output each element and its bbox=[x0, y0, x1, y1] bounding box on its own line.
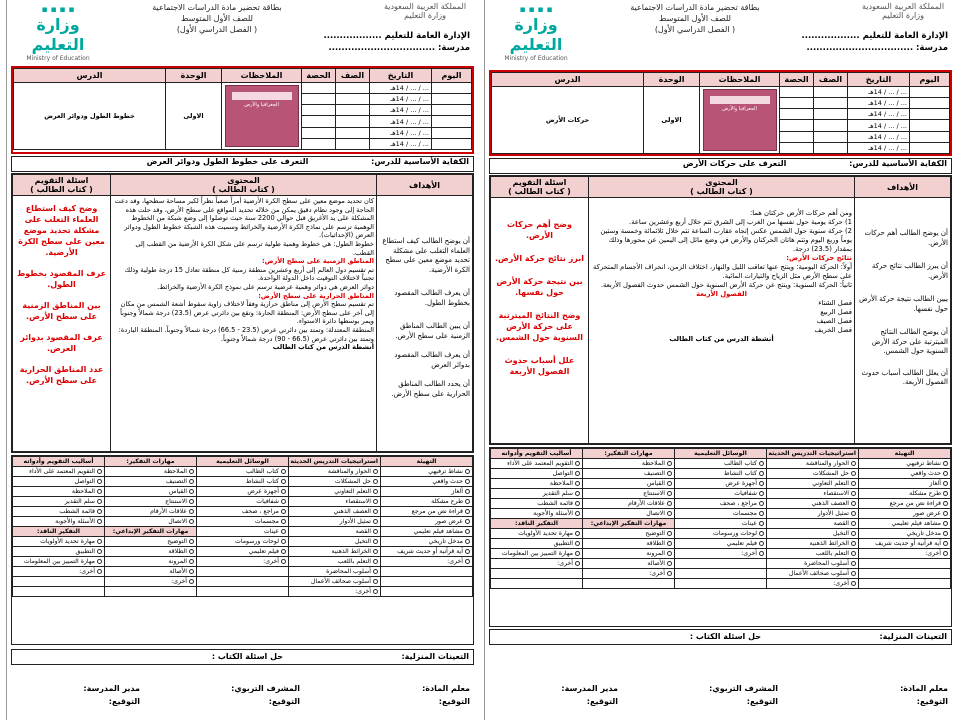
methods-grid bbox=[11, 455, 474, 645]
content-para: تم تقسيم دول العالم إلى أربع وعشرين منطقة زمنية كل منطقة تعادل 15 درجة طولية وذلك تجنباً لاختلاف التوقيت داخل الدولة الواحدة. bbox=[124, 265, 374, 283]
date-cell[interactable]: ... / ... / 14هـ bbox=[370, 105, 432, 116]
eval-question: بين نتيجة حركة الأرض حول نفسها. bbox=[496, 277, 583, 297]
checkbox-item[interactable]: التطبيق bbox=[13, 547, 105, 557]
checkbox-item[interactable]: أجهزة عرض bbox=[675, 479, 767, 489]
prep-sheet-left bbox=[6, 0, 478, 720]
checkbox-item[interactable]: التعلم باللعب bbox=[289, 557, 381, 567]
checkbox-item[interactable]: أخرى: bbox=[381, 557, 473, 567]
checkbox-item[interactable]: حل المشكلات bbox=[289, 477, 381, 487]
checkbox-item[interactable]: التعلم التعاوني bbox=[767, 479, 859, 489]
checkbox-item[interactable]: كتاب الطالب bbox=[197, 467, 289, 477]
checkbox-item[interactable]: عينات bbox=[197, 527, 289, 537]
homework-label: التعينات المنزلية: bbox=[879, 632, 947, 641]
competency-value: التعرف على خطوط الطول ودوائر العرض bbox=[146, 157, 309, 166]
col-lesson: الدرس bbox=[14, 69, 166, 83]
homework-solve: حل اسئلة الكتاب : bbox=[689, 632, 761, 641]
season-item: فصل الربيع bbox=[820, 308, 852, 316]
goal-item: يبين الطالب نتيجة حركة الأرض حول نفسها. bbox=[859, 295, 948, 313]
principal-label: مدير المدرسة: bbox=[83, 684, 140, 693]
col-notes: الملاحظات bbox=[700, 73, 780, 87]
checkbox-item[interactable]: الخرائط الذهنية bbox=[289, 547, 381, 557]
eval-question: وضح أهم حركات الأرض. bbox=[506, 220, 573, 240]
col-day: اليوم bbox=[432, 69, 472, 83]
kingdom-logo bbox=[858, 2, 948, 20]
supervisor-label: المشرف التربوي: bbox=[709, 684, 778, 693]
content-sub: ( كتاب الطالب ) bbox=[690, 187, 753, 196]
supervisor-label: المشرف التربوي: bbox=[231, 684, 300, 693]
goal-item: أن يوضح الطالب كيف استطاع العلماء التغلب على مشكلة تحديد موضع معين على سطح الكرة الأرضية. bbox=[382, 237, 470, 274]
grid-header: الوسائل التعليمية bbox=[197, 457, 289, 467]
content-para: أولاً: الحركة اليومية: وينتج عنها تعاقب الليل والنهار، اختلاف الزمن، انحراف الأجسام المتحركة على سطح الأرض مثل الرياح والتيارات المائية. bbox=[593, 263, 852, 280]
title-line-2: للصف الأول المتوسط bbox=[659, 14, 731, 23]
checkbox-item[interactable]: التصنيف bbox=[583, 469, 675, 479]
prep-sheet-right bbox=[484, 0, 956, 720]
teacher-label: معلم المادة: bbox=[422, 684, 470, 693]
checkbox-item[interactable]: أجهزة عرض bbox=[197, 487, 289, 497]
lesson-info-table bbox=[11, 66, 474, 154]
checkbox-item[interactable]: المرونة bbox=[583, 549, 675, 559]
col-date: التاريخ bbox=[370, 69, 432, 83]
homework-label: التعينات المنزلية: bbox=[401, 652, 469, 661]
checkbox-item[interactable]: كتاب النشاط bbox=[197, 477, 289, 487]
content-para: ثانياً: الحركة السنوية: وينتج عن حركة الأرض السنوية حول الشمس حدوث الفصول الأربعة. bbox=[600, 281, 852, 289]
col-day: اليوم bbox=[910, 73, 950, 87]
teacher-signature: التوقيع: bbox=[916, 697, 948, 706]
checkbox-item[interactable]: مدخل تاريخي bbox=[381, 537, 473, 547]
checkbox-item[interactable]: حدث واقعي bbox=[859, 469, 951, 479]
checkbox-item[interactable]: أسلوب المحاضرة bbox=[767, 559, 859, 569]
checkbox-item[interactable]: الاستنتاج bbox=[105, 497, 197, 507]
checkbox-item[interactable]: أخرى: bbox=[675, 549, 767, 559]
checkbox-item[interactable]: تمثيل الأدوار bbox=[289, 517, 381, 527]
goal-item: أن يحدد الطالب المناطق الحرارية على سطح الأرض. bbox=[391, 380, 470, 398]
moe-logo bbox=[13, 6, 103, 62]
checkbox-item[interactable]: الخرائط الذهنية bbox=[767, 539, 859, 549]
checkbox-item[interactable]: مهارة تحديد الأولويات bbox=[13, 537, 105, 547]
checkbox-item[interactable]: التقويم المعتمد على الأداء bbox=[491, 459, 583, 469]
checkbox-item[interactable]: أسلوب المحاضرة bbox=[289, 567, 381, 577]
content-para: كان تحديد موضع معين على سطح الكرة الأرضية أمراً صعباً نظراً لكبر مساحة سطحها، وقد دعت الحاجة إلى وجود نظام دقيق يمكن من خلاله تحديد المواقع على سطح الأرض، وقد حلت هذه المشكلة على يد الأغريق قبل حوالي 2200 سنة حيث توصلوا إلى وضع شبكة من الخطوط الوهمية ترسم على نماذج الكرة الأرضية والخرائط وسميت هذه الشبكة خطوط الطول ودوائر العرض (الإحداثيات). bbox=[114, 197, 374, 240]
checkbox-item[interactable]: أخرى: bbox=[105, 577, 197, 587]
checkbox-item[interactable]: التوضيح bbox=[583, 529, 675, 539]
checkbox-item[interactable]: طرح مشكلة bbox=[859, 489, 951, 499]
eval-question: عرف المقصود بخطوط الطول. bbox=[16, 269, 107, 289]
checkbox-item[interactable]: أسلوب صحائف الأعمال bbox=[767, 569, 859, 579]
date-cell[interactable]: ... / ... / 14هـ bbox=[848, 131, 910, 142]
grid-header: التهيئة bbox=[381, 457, 473, 467]
eval-question: وضح النتائج الميترتبة على حركة الأرض السنوية حول الشمس. bbox=[496, 311, 583, 342]
checkbox-item[interactable]: عرض صور bbox=[859, 509, 951, 519]
checkbox-item[interactable]: نشاط ترفيهي bbox=[859, 459, 951, 469]
eval-question: ابرز نتائج حركة الأرض. bbox=[494, 254, 585, 263]
moe-logo-text: وزارة التعليم bbox=[509, 15, 563, 54]
goal-item: أن يعرف الطالب المقصود بدوائر العرض bbox=[394, 351, 470, 369]
title-line-3: ( الفصل الدراسي الأول) bbox=[176, 25, 258, 34]
checkbox-item[interactable]: لوحات ورسومات bbox=[197, 537, 289, 547]
competency-label: الكفاية الأساسية للدرس: bbox=[849, 159, 947, 168]
checkbox-item[interactable]: آية قرآنية أو حديث شريف bbox=[381, 547, 473, 557]
season-item: فصل الخريف bbox=[814, 326, 852, 334]
checkbox-item[interactable]: أخرى: bbox=[859, 549, 951, 559]
moe-logo bbox=[491, 6, 581, 62]
checkbox-item[interactable]: الأسئلة والأجوبة bbox=[13, 517, 105, 527]
content-para: المنطقة المعتدلة: وتمتد بين دائرتي عرض (23.5 - 66.5) درجة شمالاً وجنوباً. المنطقة الباردة: وتمتد بين دائرتي عرض (66.5 - 90) درجة شمالاً وجنوباً. bbox=[118, 325, 374, 343]
checkbox-item[interactable]: القياس bbox=[583, 479, 675, 489]
title-line-1: بطاقة تحضير مادة الدراسات الاجتماعية bbox=[152, 3, 282, 12]
competency-row bbox=[11, 156, 474, 172]
eval-question: بين المناطق الزمنية على سطح الأرض. bbox=[22, 301, 101, 321]
content-heading: نتائج حركات الأرض: bbox=[786, 254, 852, 262]
checkbox-item[interactable]: مدخل تاريخي bbox=[859, 529, 951, 539]
checkbox-item[interactable]: نشاط ترفيهي bbox=[381, 467, 473, 477]
checkbox-item[interactable]: فيلم تعليمي bbox=[675, 539, 767, 549]
date-cell[interactable]: ... / ... / 14هـ bbox=[370, 83, 432, 94]
eval-question: علل أسباب حدوث الفصول الأربعة bbox=[504, 356, 575, 376]
checkbox-item[interactable]: حدث واقعي bbox=[381, 477, 473, 487]
checkbox-item[interactable]: الطلاقة bbox=[105, 547, 197, 557]
col-class: الصف bbox=[814, 73, 848, 87]
col-lesson: الدرس bbox=[492, 73, 644, 87]
content-para: خطوط الطول: هي خطوط وهمية طولية ترسم على شكل الكرة الأرضية من القطب إلى القطب. bbox=[135, 239, 374, 257]
principal-signature: التوقيع: bbox=[108, 697, 140, 706]
checkbox-item[interactable]: الحوار والمناقشة bbox=[767, 459, 859, 469]
col-notes: الملاحظات bbox=[222, 69, 302, 83]
lesson-body-table bbox=[489, 175, 952, 445]
date-cell[interactable]: ... / ... / 14هـ bbox=[848, 120, 910, 131]
creative-header: مهارات التفكير الإبداعي: bbox=[583, 519, 675, 529]
content-header: المحتوى bbox=[227, 176, 260, 185]
homework-row bbox=[11, 649, 474, 665]
goal-item: أن يعرف الطالب المقصود بخطوط الطول. bbox=[394, 289, 470, 307]
admin-block bbox=[324, 30, 470, 54]
date-cell[interactable]: ... / ... / 14هـ bbox=[848, 109, 910, 120]
critical-header: التفكير الناقد: bbox=[491, 519, 583, 529]
checkbox-item[interactable]: القصة bbox=[767, 519, 859, 529]
checkbox-item[interactable]: شفافيات bbox=[675, 489, 767, 499]
checkbox-item[interactable]: الأصالة bbox=[583, 559, 675, 569]
book-cover-title: الجغرافيا والأرض bbox=[244, 102, 279, 108]
admin-block bbox=[802, 30, 948, 54]
homework-solve: حل اسئلة الكتاب : bbox=[211, 652, 283, 661]
goals-header: الأهداف bbox=[855, 177, 951, 198]
content-heading: الفصول الأربعة bbox=[696, 290, 747, 298]
content-para: 2) حركة سنوية حول الشمس عكس إتجاه عقارب الساعة تتم خلال ثلاثمائة وخمسة وستين يوماً وربع اليوم وتتم هاتان الحركتان والأرض في وضع مائل إلى اليمين عن محورها وذلك بمقدار (23.5) درجة. bbox=[600, 227, 852, 253]
checkbox-item[interactable]: الاستقصاء bbox=[767, 489, 859, 499]
content-sub: ( كتاب الطالب ) bbox=[212, 185, 275, 194]
checkbox-item[interactable]: أخرى: bbox=[13, 567, 105, 577]
checkbox-item[interactable]: قراءة نص من مرجع bbox=[859, 499, 951, 509]
sheet-title bbox=[127, 2, 307, 35]
unit-value: الاولى bbox=[644, 87, 700, 154]
checkbox-item[interactable]: الملاحظة bbox=[105, 467, 197, 477]
date-cell[interactable]: ... / ... / 14هـ bbox=[370, 127, 432, 138]
checkbox-item[interactable]: أخرى: bbox=[767, 579, 859, 589]
checkbox-item[interactable]: تمثيل الأدوار bbox=[767, 509, 859, 519]
signature-footer bbox=[15, 680, 470, 716]
checkbox-item[interactable]: التعلم التعاوني bbox=[289, 487, 381, 497]
col-period: الحصة bbox=[302, 69, 336, 83]
goal-item: أن يبين الطالب المناطق الزمنية على سطح الأرض. bbox=[395, 322, 470, 340]
moe-dots-icon: ▪ ▪ ▪ ▪ bbox=[41, 5, 75, 15]
checkbox-item[interactable]: التقويم المعتمد على الأداء bbox=[13, 467, 105, 477]
creative-header: مهارات التفكير الإبداعي: bbox=[105, 527, 197, 537]
checkbox-item[interactable]: التواصل bbox=[13, 477, 105, 487]
checkbox-item[interactable]: مهارة التمييز بين المعلومات bbox=[491, 549, 583, 559]
content-para: دوائر العرض هي دوائر وهمية عرضية ترسم على نموذج الكرة الأرضية والخرائط. bbox=[157, 282, 374, 291]
checkbox-item[interactable]: عينات bbox=[675, 519, 767, 529]
book-cover-image bbox=[225, 85, 299, 147]
book-cover-image bbox=[703, 89, 777, 151]
checkbox-item[interactable]: فيلم تعليمي bbox=[197, 547, 289, 557]
checkbox-item[interactable]: مهارة التمييز بين المعلومات bbox=[13, 557, 105, 567]
eval-header: اسئلة التقويم bbox=[34, 176, 89, 185]
goals-header: الأهداف bbox=[377, 175, 473, 196]
checkbox-item[interactable]: قائمة الشطب bbox=[13, 507, 105, 517]
moe-dots-icon: ▪ ▪ ▪ ▪ bbox=[519, 5, 553, 15]
goal-item: أن يبرز الطالب نتائج حركة الأرض. bbox=[871, 262, 948, 280]
kingdom-line-1: المملكة العربية السعودية bbox=[861, 2, 945, 11]
checkbox-item[interactable]: القصة bbox=[289, 527, 381, 537]
grid-header: الوسائل التعليمية bbox=[675, 449, 767, 459]
checkbox-item[interactable]: سلم التقدير bbox=[13, 497, 105, 507]
goal-item: أن يعلل الطالب أسباب حدوث الفصول الأربعة. bbox=[861, 368, 948, 386]
season-item: فصل الشتاء bbox=[818, 299, 852, 307]
checkbox-item[interactable]: مجسمات bbox=[197, 517, 289, 527]
activities-note: أنشطة الدرس من كتاب الطالب bbox=[669, 335, 774, 343]
principal-signature: التوقيع: bbox=[586, 697, 618, 706]
checkbox-item[interactable]: علاقات الأرقام bbox=[105, 507, 197, 517]
sheet-title bbox=[605, 2, 785, 35]
content-para: ومن أهم حركات الأرض حركتان هما: bbox=[750, 209, 852, 217]
checkbox-item[interactable]: التواصل bbox=[491, 469, 583, 479]
grid-header: أساليب التقويم وأدواته bbox=[491, 449, 583, 459]
kingdom-line-1: المملكة العربية السعودية bbox=[383, 2, 467, 11]
checkbox-item[interactable]: عرض صور bbox=[381, 517, 473, 527]
grid-header: أساليب التقويم وأدواته bbox=[13, 457, 105, 467]
kingdom-line-2: وزارة التعليم bbox=[882, 11, 924, 20]
col-class: الصف bbox=[336, 69, 370, 83]
checkbox-item[interactable]: كتاب النشاط bbox=[675, 469, 767, 479]
col-date: التاريخ bbox=[848, 73, 910, 87]
checkbox-item[interactable]: الطلاقة bbox=[583, 539, 675, 549]
book-cover-title: الجغرافيا والأرض bbox=[722, 106, 757, 112]
checkbox-item[interactable]: مراجع ، صحف bbox=[197, 507, 289, 517]
checkbox-item[interactable]: مراجع ، صحف bbox=[675, 499, 767, 509]
competency-row bbox=[489, 158, 952, 174]
eval-sub: ( كتاب الطالب ) bbox=[508, 187, 571, 196]
moe-logo-en: Ministry of Education bbox=[26, 55, 90, 62]
signature-footer bbox=[493, 680, 948, 716]
checkbox-item[interactable]: مجسمات bbox=[675, 509, 767, 519]
activities-note: أنشطة الدرس من كتاب الطالب bbox=[272, 343, 374, 352]
goal-item: أن يوضح الطالب أهم حركات الأرض. bbox=[864, 229, 948, 247]
checkbox-item[interactable]: سلم التقدير bbox=[491, 489, 583, 499]
checkbox-item[interactable]: أسلوب صحائف الأعمال bbox=[289, 577, 381, 587]
title-line-3: ( الفصل الدراسي الأول) bbox=[654, 25, 736, 34]
checkbox-item[interactable]: الملاحظة bbox=[491, 479, 583, 489]
competency-value: التعرف على حركات الأرض bbox=[682, 159, 787, 168]
content-header: المحتوى bbox=[705, 178, 738, 187]
checkbox-item[interactable]: علاقات الأرقام bbox=[583, 499, 675, 509]
principal-label: مدير المدرسة: bbox=[561, 684, 618, 693]
teacher-signature: التوقيع: bbox=[438, 697, 470, 706]
checkbox-item[interactable]: المرونة bbox=[105, 557, 197, 567]
admin-label: الإدارة العامة للتعليم .................. bbox=[323, 31, 470, 41]
checkbox-item[interactable]: الاستقصاء bbox=[289, 497, 381, 507]
checkbox-item[interactable]: الملاحظة bbox=[13, 487, 105, 497]
checkbox-item[interactable]: آية قرآنية أو حديث شريف bbox=[859, 539, 951, 549]
sheet-header bbox=[485, 0, 956, 64]
checkbox-item[interactable]: مشاهد فيلم تعليمي bbox=[381, 527, 473, 537]
checkbox-item[interactable]: الاتصال bbox=[583, 509, 675, 519]
checkbox-item[interactable]: الاستنتاج bbox=[583, 489, 675, 499]
col-unit: الوحدة bbox=[644, 73, 700, 87]
checkbox-item[interactable]: أخرى: bbox=[289, 587, 381, 597]
checkbox-item[interactable]: الأصالة bbox=[105, 567, 197, 577]
col-unit: الوحدة bbox=[166, 69, 222, 83]
lesson-body-table bbox=[11, 173, 474, 453]
supervisor-signature: التوقيع: bbox=[268, 697, 300, 706]
checkbox-item[interactable]: التوضيح bbox=[105, 537, 197, 547]
season-item: فصل الصيف bbox=[816, 317, 852, 325]
checkbox-item[interactable]: أخرى: bbox=[583, 569, 675, 579]
kingdom-logo bbox=[380, 2, 470, 20]
eval-header: اسئلة التقويم bbox=[512, 178, 567, 187]
critical-header: التفكير الناقد: bbox=[13, 527, 105, 537]
checkbox-item[interactable]: أخرى: bbox=[491, 559, 583, 569]
unit-value: الاولى bbox=[166, 83, 222, 150]
title-line-2: للصف الأول المتوسط bbox=[181, 14, 253, 23]
lesson-value: خطوط الطول ودوائر العرض bbox=[14, 83, 166, 150]
content-heading: المناطق الحرارية على سطح الأرض: bbox=[258, 291, 374, 300]
content-para: تم تقسيم سطح الأرض إلى مناطق حرارية وفقاً لاختلاف زاوية سقوط أشعة الشمس من مكان إلى آخر على سطح الأرض: المنطقة الحارة: وتقع بين دائرتي عرض (23.5) درجة شمالاً وجنوباً ويمر بوسطها دائرة الاستواء. bbox=[120, 300, 374, 326]
checkbox-item[interactable]: الأسئلة والأجوبة bbox=[491, 509, 583, 519]
checkbox-item[interactable]: كتاب الطالب bbox=[675, 459, 767, 469]
eval-question: عرف المقصود بدوائر العرض. bbox=[20, 333, 103, 353]
checkbox-item[interactable]: قائمة الشطب bbox=[491, 499, 583, 509]
date-cell[interactable]: ... / ... / 14هـ bbox=[848, 142, 910, 153]
goal-item: أن يوضح الطالب النتائج الميترتبة على حركة الأرض السنوية حول الشمس. bbox=[871, 328, 948, 355]
checkbox-item[interactable]: التخيل bbox=[767, 529, 859, 539]
school-label: مدرسة: ................................. bbox=[806, 43, 948, 53]
checkbox-item[interactable]: لوحات ورسومات bbox=[675, 529, 767, 539]
col-period: الحصة bbox=[780, 73, 814, 87]
eval-sub: ( كتاب الطالب ) bbox=[30, 185, 93, 194]
date-cell[interactable]: ... / ... / 14هـ bbox=[370, 138, 432, 149]
grid-header: مهارات التفكير: bbox=[583, 449, 675, 459]
checkbox-item[interactable]: شفافيات bbox=[197, 497, 289, 507]
checkbox-item[interactable]: ألغاز bbox=[859, 479, 951, 489]
checkbox-item[interactable]: الحوار والمناقشة bbox=[289, 467, 381, 477]
checkbox-item[interactable]: التخيل bbox=[289, 537, 381, 547]
eval-question: وضح كيف استطاع العلماء التغلب على مشكلة تحديد موضع معين على سطح الكرة الأرضية. bbox=[18, 204, 105, 257]
checkbox-item[interactable]: مشاهد فيلم تعليمي bbox=[859, 519, 951, 529]
lesson-info-table bbox=[489, 70, 952, 156]
sheet-header bbox=[7, 0, 478, 64]
date-cell[interactable]: ... / ... / 14هـ bbox=[370, 94, 432, 105]
date-cell[interactable]: ... / ... / 14هـ bbox=[848, 87, 910, 98]
competency-label: الكفاية الأساسية للدرس: bbox=[371, 157, 469, 166]
checkbox-item[interactable]: طرح مشكلة bbox=[381, 497, 473, 507]
checkbox-item[interactable]: التصنيف bbox=[105, 477, 197, 487]
checkbox-item[interactable]: قراءة نص من مرجع bbox=[381, 507, 473, 517]
lesson-value: حركات الأرض bbox=[492, 87, 644, 154]
checkbox-item[interactable]: التطبيق bbox=[491, 539, 583, 549]
kingdom-line-2: وزارة التعليم bbox=[404, 11, 446, 20]
checkbox-item[interactable]: أخرى: bbox=[197, 557, 289, 567]
title-line-1: بطاقة تحضير مادة الدراسات الاجتماعية bbox=[630, 3, 760, 12]
content-para: 1) حركة يومية حول نفسها من الغرب إلى الشرق تتم خلال أربع وعشرين ساعة. bbox=[629, 218, 852, 226]
school-label: مدرسة: ................................. bbox=[328, 43, 470, 53]
grid-header: مهارات التفكير: bbox=[105, 457, 197, 467]
supervisor-signature: التوقيع: bbox=[746, 697, 778, 706]
checkbox-item[interactable]: الاتصال bbox=[105, 517, 197, 527]
checkbox-item[interactable]: العصف الذهني bbox=[289, 507, 381, 517]
eval-question: عدد المناطق الحرارية على سطح الأرض. bbox=[19, 365, 104, 385]
teacher-label: معلم المادة: bbox=[900, 684, 948, 693]
checkbox-item[interactable]: القياس bbox=[105, 487, 197, 497]
date-cell[interactable]: ... / ... / 14هـ bbox=[848, 98, 910, 109]
checkbox-item[interactable]: مهارة تحديد الأولويات bbox=[491, 529, 583, 539]
moe-logo-text: وزارة التعليم bbox=[31, 15, 85, 54]
checkbox-item[interactable]: العصف الذهني bbox=[767, 499, 859, 509]
checkbox-item[interactable]: حل المشكلات bbox=[767, 469, 859, 479]
methods-grid bbox=[489, 447, 952, 627]
admin-label: الإدارة العامة للتعليم .................. bbox=[801, 31, 948, 41]
checkbox-item[interactable]: ألغاز bbox=[381, 487, 473, 497]
grid-header: التهيئة bbox=[859, 449, 951, 459]
homework-row bbox=[489, 629, 952, 645]
date-cell[interactable]: ... / ... / 14هـ bbox=[370, 116, 432, 127]
grid-header: استراتيجيات التدريس الحديثة bbox=[289, 457, 381, 467]
content-heading: المناطق الزمنية على سطح الأرض: bbox=[262, 257, 374, 266]
checkbox-item[interactable]: الملاحظة bbox=[583, 459, 675, 469]
checkbox-item[interactable]: التعلم باللعب bbox=[767, 549, 859, 559]
grid-header: استراتيجيات التدريس الحديثة bbox=[767, 449, 859, 459]
moe-logo-en: Ministry of Education bbox=[504, 55, 568, 62]
